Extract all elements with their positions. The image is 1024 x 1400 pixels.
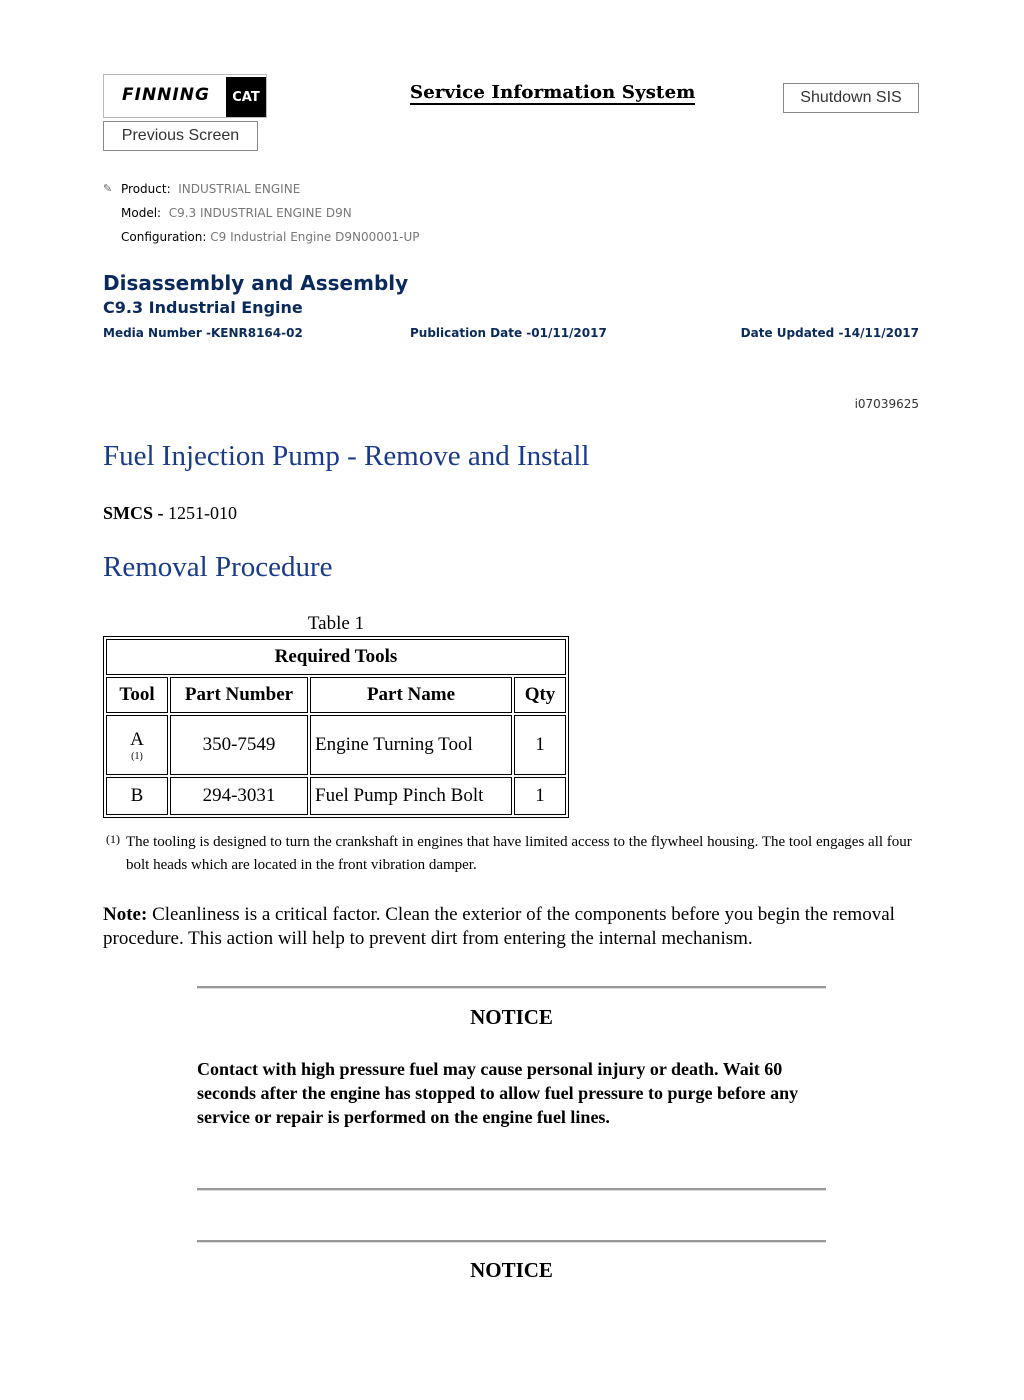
cleanliness-note xyxy=(103,903,913,951)
configuration-value: C9 Industrial Engine D9N00001-UP xyxy=(210,230,420,244)
tool-cell xyxy=(106,715,168,775)
column-header-tool: Tool xyxy=(106,677,168,713)
publication-date: Publication Date -01/11/2017 xyxy=(410,326,607,340)
date-updated: Date Updated -14/11/2017 xyxy=(740,326,919,340)
footnote-marker: (1) xyxy=(106,832,120,846)
table-footnote xyxy=(103,831,923,877)
smcs-line xyxy=(103,503,237,524)
part-name-cell: Engine Turning Tool xyxy=(310,715,512,775)
tool-letter: A xyxy=(130,728,144,750)
model-line xyxy=(121,206,352,220)
product-line xyxy=(121,182,300,196)
notice-title: NOTICE xyxy=(470,1005,553,1029)
table-row xyxy=(106,777,566,815)
configuration-line xyxy=(121,230,420,244)
column-header-part-name: Part Name xyxy=(310,677,512,713)
tool-cell: B xyxy=(106,777,168,815)
qty-cell: 1 xyxy=(514,777,566,815)
model-label: Model: xyxy=(121,206,162,220)
sis-title xyxy=(410,82,695,103)
part-number-cell: 350-7549 xyxy=(170,715,308,775)
cat-logo-text: CAT xyxy=(232,89,260,105)
column-header-part-number: Part Number xyxy=(170,677,308,713)
note-text: Cleanliness is a critical factor. Clean the exterior of the components before you begin the removal procedure. This action will help to prevent dirt from entering the internal mechanism. xyxy=(103,904,895,949)
section-heading: Removal Procedure xyxy=(103,551,333,583)
notice-text: Contact with high pressure fuel may cause personal injury or death. Wait 60 seconds after the engine has stopped to allow fuel pressure to purge before any service or repair is performed on the engine fuel lines. xyxy=(197,1059,799,1127)
notice-title: NOTICE xyxy=(470,1258,553,1282)
part-name-cell: Fuel Pump Pinch Bolt xyxy=(310,777,512,815)
document-subtitle: C9.3 Industrial Engine xyxy=(103,298,303,317)
article-heading: Fuel Injection Pump - Remove and Install xyxy=(103,440,590,472)
note-label: Note: xyxy=(103,904,148,925)
shutdown-sis-button[interactable]: Shutdown SIS xyxy=(783,83,919,113)
table-row xyxy=(106,715,566,775)
notice-divider xyxy=(197,986,826,989)
sis-title-text: Service Information System xyxy=(410,82,696,103)
product-value: INDUSTRIAL ENGINE xyxy=(178,182,301,196)
table-title: Required Tools xyxy=(106,639,566,675)
previous-screen-button[interactable]: Previous Screen xyxy=(103,121,258,151)
smcs-label: SMCS - xyxy=(103,503,164,523)
document-id: i07039625 xyxy=(854,397,919,411)
configuration-label: Configuration: xyxy=(121,230,207,244)
document-title: Disassembly and Assembly xyxy=(103,271,409,295)
finning-cat-logo xyxy=(103,74,267,118)
media-number: Media Number -KENR8164-02 xyxy=(103,326,303,340)
required-tools-table xyxy=(103,636,569,818)
model-value: C9.3 INDUSTRIAL ENGINE D9N xyxy=(168,206,352,220)
finning-logo-text: FINNING xyxy=(122,85,210,105)
smcs-value: 1251-010 xyxy=(168,503,238,523)
qty-cell: 1 xyxy=(514,715,566,775)
notice-divider xyxy=(197,1240,826,1243)
part-number-cell: 294-3031 xyxy=(170,777,308,815)
product-label: Product: xyxy=(121,182,171,196)
cat-logo xyxy=(226,77,266,117)
column-header-qty: Qty xyxy=(514,677,566,713)
wrench-icon: ✎ xyxy=(103,183,113,195)
footnote-text: The tooling is designed to turn the crankshaft in engines that have limited access to the flywheel housing. The tool engages all four bolt heads which are located in the front vibration damper. xyxy=(126,834,912,873)
notice-divider xyxy=(197,1188,826,1191)
table-caption: Table 1 xyxy=(307,613,365,634)
footnote-ref: (1) xyxy=(131,750,143,762)
